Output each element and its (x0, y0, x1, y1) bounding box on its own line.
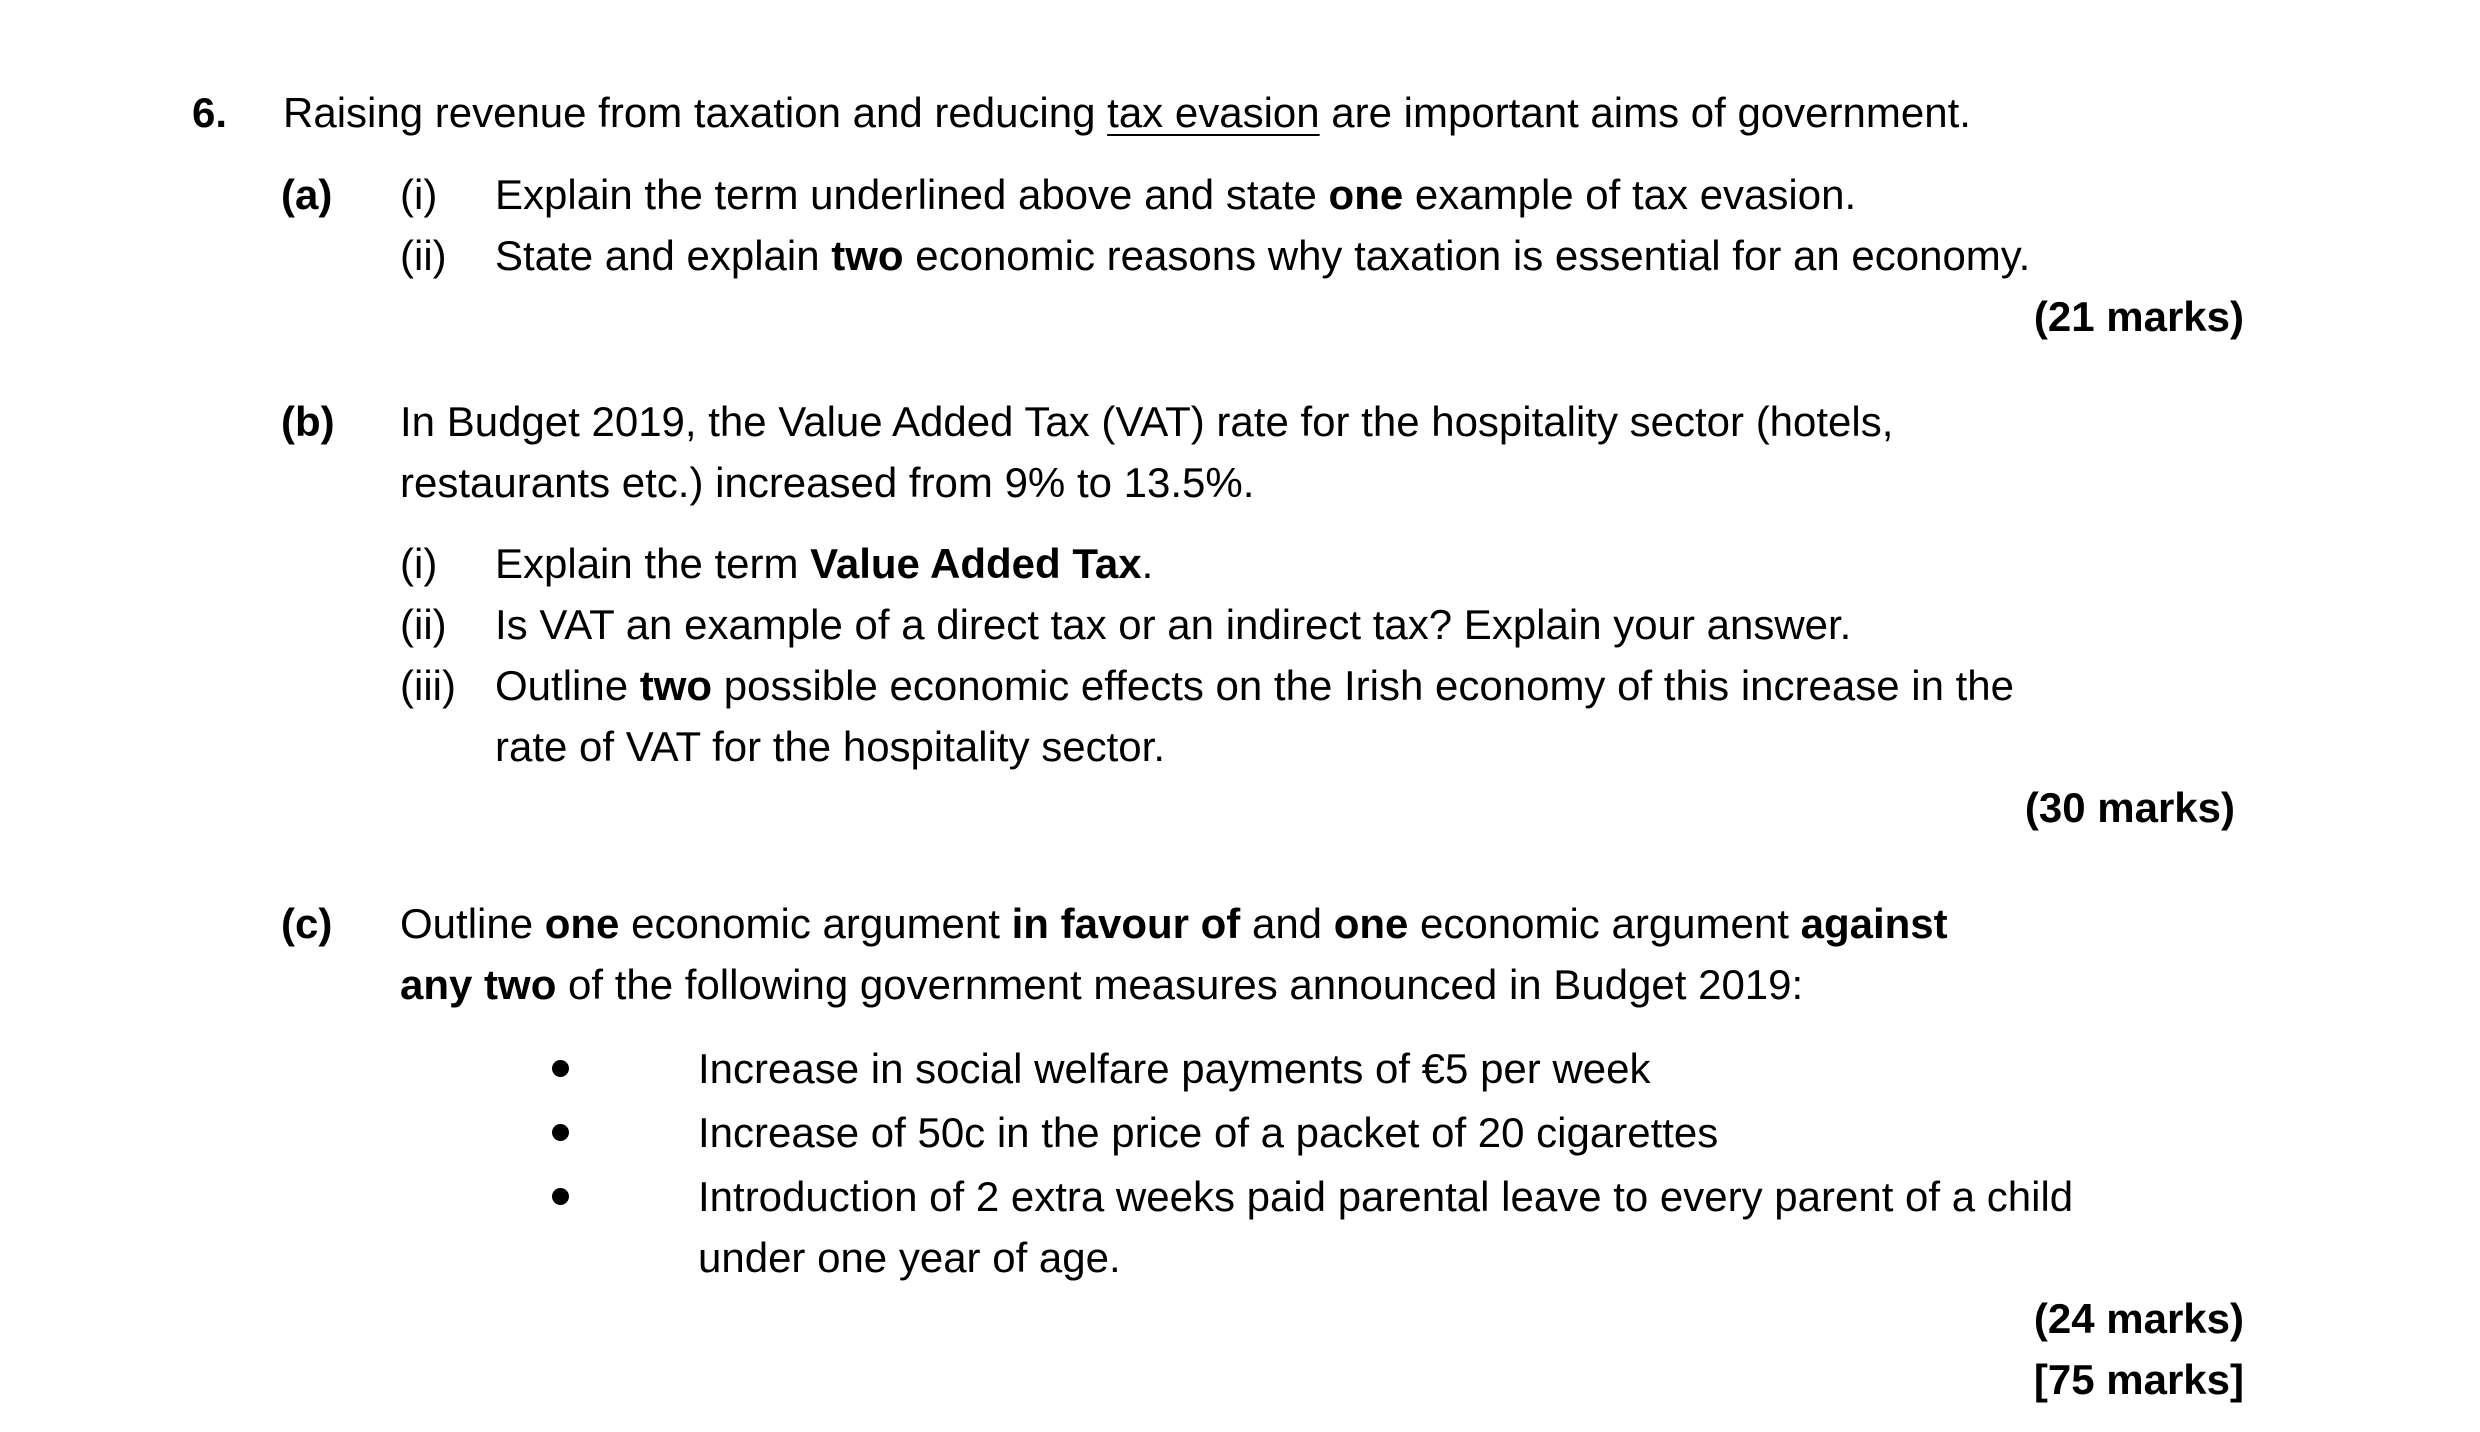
part-c-l1-e: and (1240, 900, 1334, 947)
part-c-l2-b: of the following government measures announced in Budget 2019: (556, 961, 1804, 1008)
part-a-ii-text-1: State and explain (495, 232, 832, 279)
part-b-intro-line1: In Budget 2019, the Value Added Tax (VAT) rate for the hospitality sector (hotels, (400, 398, 1894, 445)
bullet-2-text: Increase of 50c in the price of a packet of 20 cigarettes (698, 1109, 1719, 1156)
part-a-ii-text-2: economic reasons why taxation is essential for an economy. (903, 232, 2031, 279)
part-b-i-text-1: Explain the term (495, 540, 811, 587)
part-b-iii-num: (iii) (400, 662, 456, 709)
part-a-marks: (21 marks) (2033, 293, 2244, 340)
part-b-iii-text (495, 662, 2014, 709)
part-c-l1-f: one (1333, 900, 1409, 947)
part-b-ii-num: (ii) (400, 601, 447, 648)
part-b-label: (b) (281, 398, 335, 445)
part-c-line1 (400, 900, 1948, 947)
intro-text-before: Raising revenue from taxation and reducing (283, 89, 1108, 136)
part-b-intro-line2: restaurants etc.) increased from 9% to 13.5%. (400, 459, 1255, 506)
part-a-ii-text (495, 232, 2031, 279)
bullet-1-text: Increase in social welfare payments of €5 per week (698, 1045, 1651, 1092)
part-b-iii-text-2: possible economic effects on the Irish economy of this increase in the (712, 662, 2014, 709)
part-c-marks: (24 marks) (2033, 1295, 2244, 1342)
part-c-l2-a: any two (400, 961, 557, 1008)
part-c-l1-b: one (544, 900, 620, 947)
part-b-iii-line2: rate of VAT for the hospitality sector. (495, 723, 1165, 770)
part-c-l1-a: Outline (400, 900, 545, 947)
part-c-l1-c: economic argument (619, 900, 1012, 947)
part-a-ii-bold: two (831, 232, 904, 279)
part-b-marks: (30 marks) (2024, 784, 2235, 831)
bullet-1-marker (552, 1060, 569, 1077)
part-c-l1-d: in favour of (1011, 900, 1241, 947)
bullet-3-marker (552, 1188, 569, 1205)
bullet-3-line2: under one year of age. (698, 1234, 1121, 1281)
part-b-iii-text-1: Outline (495, 662, 640, 709)
part-b-i-num: (i) (400, 540, 438, 587)
intro-underlined-term: tax evasion (1107, 89, 1320, 136)
part-c-l1-g: economic argument (1408, 900, 1801, 947)
part-c-label: (c) (281, 900, 333, 947)
total-marks: [75 marks] (2033, 1356, 2244, 1403)
part-a-ii-num: (ii) (400, 232, 447, 279)
part-c-line2 (400, 961, 1804, 1008)
part-a-i-text-2: example of tax evasion. (1403, 171, 1857, 218)
part-a-i-text-1: Explain the term underlined above and state (495, 171, 1329, 218)
part-b-iii-bold: two (639, 662, 713, 709)
part-a-label: (a) (281, 171, 333, 218)
part-b-ii-text: Is VAT an example of a direct tax or an indirect tax? Explain your answer. (495, 601, 1852, 648)
part-b-i-bold: Value Added Tax (810, 540, 1142, 587)
part-a-i-text (495, 171, 1857, 218)
intro-text-after: are important aims of government. (1319, 89, 1971, 136)
part-a-i-num: (i) (400, 171, 438, 218)
bullet-3-text: Introduction of 2 extra weeks paid parental leave to every parent of a child (698, 1173, 2074, 1220)
part-b-i-text (495, 540, 1154, 587)
question-intro (283, 89, 1971, 136)
part-c-l1-h: against (1800, 900, 1948, 947)
bullet-2-marker (552, 1124, 569, 1141)
part-b-i-text-2: . (1141, 540, 1154, 587)
question-number: 6. (192, 89, 228, 136)
part-a-i-bold: one (1328, 171, 1404, 218)
